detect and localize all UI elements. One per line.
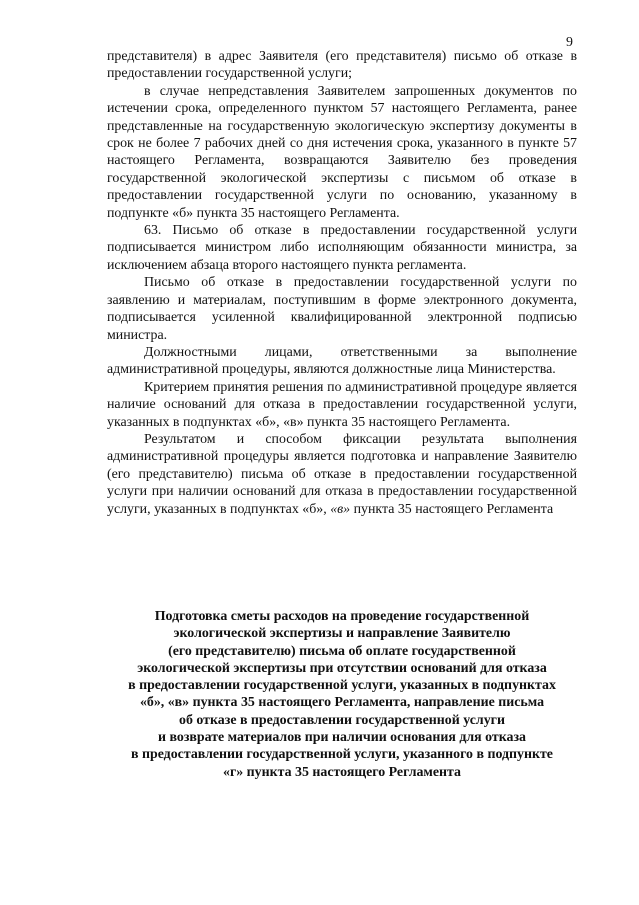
heading-line: об отказе в предоставлении государственной услуги [179,712,505,728]
heading-line: в предоставлении государственной услуги, указанного в подпункте [131,747,553,763]
heading-line: экологической экспертизы и направление Заявителю [173,626,511,642]
heading-line: и возврате материалов при наличии основания для отказа [158,730,526,746]
section-heading [95,608,589,781]
paragraph: Должностными лицами, ответственными за выполнение административной процедуры, являются должностные лица Министерства. [107,344,577,378]
heading-line: экологической экспертизы при отсутствии оснований для отказа [137,660,547,676]
heading-line: «г» пункта 35 настоящего Регламента [223,764,461,780]
paragraph: в случае непредставления Заявителем запрошенных документов по истечении срока, определенного пунктом 57 настоящего Регламента, ранее представленные на государственную экологическую экспертизу документы в срок не более 7 рабочих дней со дня истечения срока, указанного в пункте 57 настоящего Регламента, возвращаются Заявителю без проведения государственной экологической экспертизы с письмом об отказе в предоставлении государственной услуги по основанию, указанному в подпункте «б» пункта 35 настоящего Регламента. [107,83,577,221]
heading-line: «б», «в» пункта 35 настоящего Регламента, направление письма [139,695,545,711]
paragraph-result [107,431,577,518]
italic-subpoint: «в» [330,501,351,517]
heading-line: в предоставлении государственной услуги, указанных в подпунктах [128,678,556,694]
paragraph-result-text: Результатом и способом фиксации результата выполнения административной процедуры является подготовка и направление Заявителю (его представителю) письма об отказе в предоставлении государственной услуги при наличии оснований для отказа в предоставлении государственной услуги, указанных в подпунктах «б», [107,431,577,517]
paragraph-continuation: представителя) в адрес Заявителя (его представителя) письмо об отказе в предоставлении государственной услуги; [107,49,577,82]
paragraph-result-tail: пункта 35 настоящего Регламента [350,501,554,517]
paragraph: Письмо об отказе в предоставлении государственной услуги по заявлению и материалам, поступившим в форме электронного документа, подписывается усиленной квалифицированной электронной подписью министра. [107,275,577,343]
paragraph: Критерием принятия решения по административной процедуре является наличие оснований для отказа в предоставлении государственной услуги, указанных в подпунктах «б», «в» пункта 35 настоящего Регламента. [107,379,577,430]
heading-line: (его представителю) письма об оплате государственной [168,643,516,659]
paragraph-item-63: 63. Письмо об отказе в предоставлении государственной услуги подписывается министром либо исполняющим обязанности министра, за исключением абзаца второго настоящего пункта регламента. [107,223,577,273]
heading-line: Подготовка сметы расходов на проведение государственной [154,609,530,624]
body-text [107,48,577,518]
page-number: 9 [566,35,573,50]
